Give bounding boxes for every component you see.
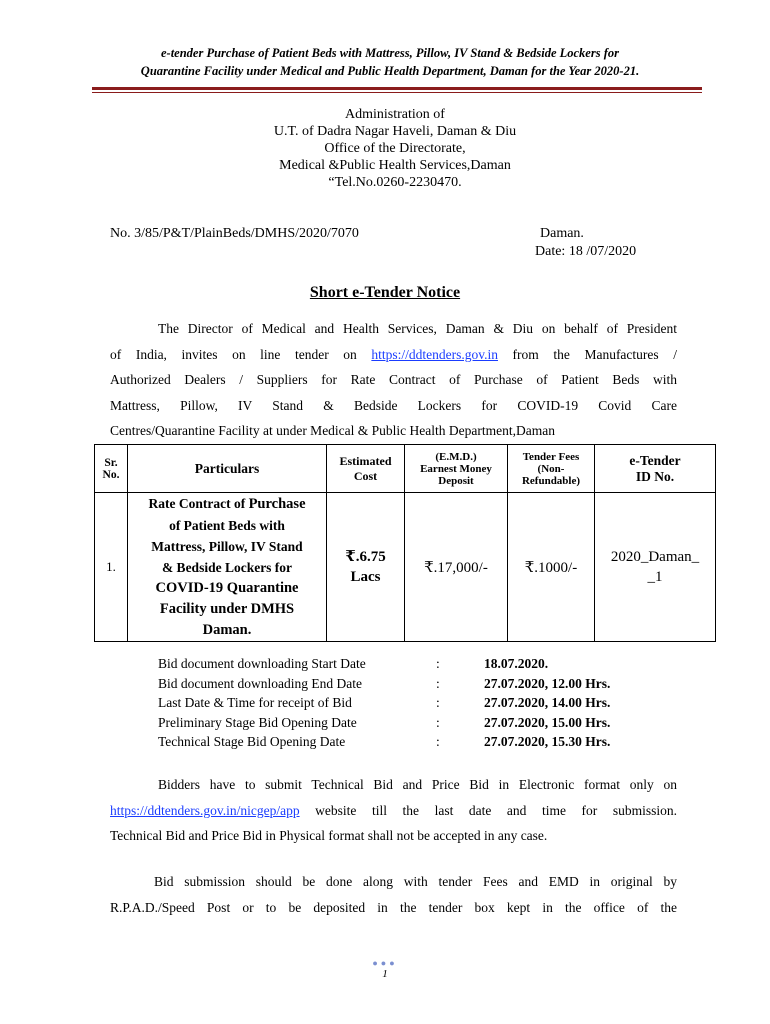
schedule-value: 27.07.2020, 14.00 Hrs. bbox=[484, 695, 611, 710]
tender-table bbox=[94, 444, 716, 642]
header-text: (Non- bbox=[537, 462, 565, 475]
footer-dots-icon: ●●● bbox=[372, 958, 398, 968]
submission-line-3: Technical Bid and Price Bid in Physical format shall not be accepted in any case. bbox=[110, 828, 548, 843]
schedule-value: 27.07.2020, 12.00 Hrs. bbox=[484, 675, 611, 691]
header-sr-no bbox=[95, 445, 128, 493]
schedule-colon: : bbox=[436, 695, 440, 710]
notice-date: Date: 18 /07/2020 bbox=[535, 244, 637, 259]
header-etender-id bbox=[595, 445, 716, 493]
header-rule-thick bbox=[92, 87, 702, 90]
particulars-line: Facility under DMHS bbox=[159, 601, 295, 617]
place-name: Daman. bbox=[540, 226, 584, 241]
tender-id-text: 2020_Daman_ bbox=[610, 549, 700, 565]
particulars-line: Daman. bbox=[202, 622, 252, 638]
header-particulars: Particulars bbox=[128, 445, 327, 493]
particulars-line: of Patient Beds with bbox=[169, 518, 285, 533]
header-text: Deposit bbox=[438, 474, 474, 487]
schedule-label: Preliminary Stage Bid Opening Date bbox=[158, 714, 357, 730]
cell-estimated-cost bbox=[327, 493, 405, 642]
cost-unit: Lacs bbox=[350, 569, 381, 585]
schedule-colon: : bbox=[436, 714, 440, 730]
header-text: e-Tender bbox=[629, 452, 681, 468]
header-rule-thin bbox=[92, 92, 702, 93]
admin-line: Office of the Directorate, bbox=[324, 141, 466, 156]
header-text: Refundable) bbox=[521, 474, 581, 487]
schedule-colon: : bbox=[436, 675, 440, 691]
particulars-line: & Bedside Lockers for bbox=[161, 560, 293, 575]
nicgep-link[interactable]: https://ddtenders.gov.in/nicgep/app bbox=[110, 802, 300, 818]
schedule-label: Bid document downloading Start Date bbox=[158, 656, 366, 671]
table-header-row bbox=[95, 445, 716, 493]
intro-line-2 bbox=[110, 342, 677, 368]
intro-text: from the Manufactures / bbox=[497, 346, 677, 362]
document-header bbox=[80, 44, 700, 80]
bid-delivery-paragraph bbox=[110, 869, 677, 920]
notice-title: Short e-Tender Notice bbox=[309, 284, 461, 301]
cell-sr-no: 1. bbox=[95, 493, 128, 642]
header-text: No. bbox=[102, 468, 120, 481]
admin-line: “Tel.No.0260-2230470. bbox=[328, 175, 462, 190]
admin-line: U.T. of Dadra Nagar Haveli, Daman & Diu bbox=[273, 124, 517, 139]
cell-etender-id bbox=[595, 493, 716, 642]
header-text: Estimated bbox=[339, 453, 392, 468]
ddtenders-link[interactable]: https://ddtenders.gov.in bbox=[371, 346, 498, 362]
schedule-label: Bid document downloading End Date bbox=[158, 675, 362, 691]
header-estimated-cost bbox=[327, 445, 405, 493]
cell-tender-fee: ₹.1000/- bbox=[508, 493, 595, 642]
submission-line-2 bbox=[110, 798, 677, 824]
header-line-1: e-tender Purchase of Patient Beds with Mattress, Pillow, IV Stand & Bedside Lockers for bbox=[160, 46, 619, 60]
administration-block bbox=[200, 106, 590, 191]
header-emd bbox=[405, 445, 508, 493]
particulars-line bbox=[128, 493, 326, 515]
cell-emd: ₹.17,000/- bbox=[405, 493, 508, 642]
cell-particulars bbox=[128, 493, 327, 642]
header-text: Tender Fees bbox=[522, 450, 580, 463]
schedule-colon: : bbox=[436, 656, 440, 671]
admin-line: Administration of bbox=[345, 107, 445, 122]
particulars-line: Mattress, Pillow, IV Stand bbox=[151, 539, 303, 554]
page-footer bbox=[0, 958, 770, 980]
schedule-value: 18.07.2020. bbox=[484, 656, 549, 671]
page-number: 1 bbox=[382, 968, 388, 980]
header-text: Earnest Money bbox=[420, 462, 492, 475]
particulars-text: Rate Contract of bbox=[148, 496, 249, 511]
tender-id-text: _1 bbox=[647, 569, 663, 585]
reference-number: No. 3/85/P&T/PlainBeds/DMHS/2020/7070 bbox=[110, 226, 359, 241]
submission-paragraph bbox=[110, 772, 677, 849]
admin-line: Medical &Public Health Services,Daman bbox=[279, 158, 511, 173]
intro-line-4: Mattress, Pillow, IV Stand & Bedside Lockers for COVID-19 Covid Care bbox=[110, 397, 677, 413]
intro-text: of India, invites on line tender on bbox=[110, 346, 372, 362]
intro-line-5: Centres/Quarantine Facility at under Medical & Public Health Department,Daman bbox=[110, 423, 555, 438]
intro-line-1: The Director of Medical and Health Services, Daman & Diu on behalf of President bbox=[158, 321, 677, 336]
schedule-label: Last Date & Time for receipt of Bid bbox=[158, 695, 352, 710]
header-tender-fees bbox=[508, 445, 595, 493]
table-row bbox=[95, 493, 716, 642]
intro-paragraph bbox=[110, 316, 677, 444]
particulars-text: Purchase bbox=[248, 496, 306, 512]
intro-line-3: Authorized Dealers / Suppliers for Rate Contract of Purchase of Patient Beds with bbox=[110, 372, 677, 387]
header-text: ID No. bbox=[635, 468, 675, 484]
particulars-line: COVID-19 Quarantine bbox=[155, 580, 299, 596]
submission-line-1: Bidders have to submit Technical Bid and Price Bid in Electronic format only on bbox=[158, 777, 677, 792]
header-line-2: Quarantine Facility under Medical and Public Health Department, Daman for the Year 2020-21. bbox=[140, 64, 640, 78]
submission-text: website till the last date and time for submission. bbox=[299, 802, 677, 818]
delivery-line-1: Bid submission should be done along with tender Fees and EMD in original by bbox=[154, 874, 677, 889]
schedule-colon: : bbox=[436, 734, 440, 749]
header-text: Sr. bbox=[104, 456, 118, 469]
schedule-value: 27.07.2020, 15.30 Hrs. bbox=[484, 734, 611, 749]
delivery-line-2: R.P.A.D./Speed Post or to be deposited in the tender box kept in the office of the bbox=[110, 899, 677, 915]
schedule-value: 27.07.2020, 15.00 Hrs. bbox=[484, 714, 611, 730]
header-text: (E.M.D.) bbox=[435, 450, 477, 463]
header-text: Cost bbox=[353, 468, 378, 483]
schedule-label: Technical Stage Bid Opening Date bbox=[158, 734, 346, 749]
cost-value: ₹.6.75 bbox=[345, 549, 386, 565]
